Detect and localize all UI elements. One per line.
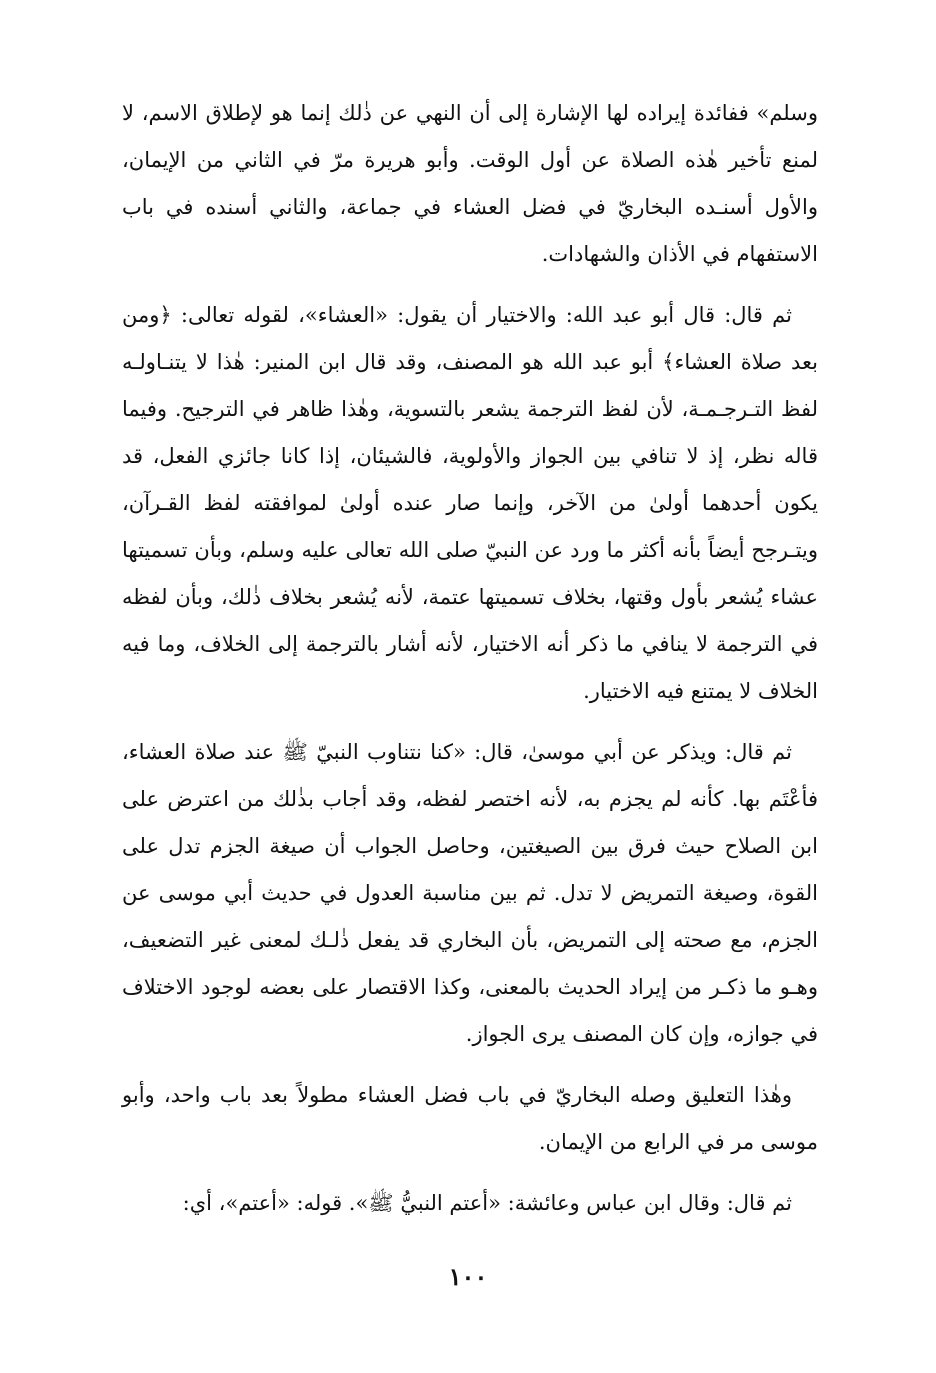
paragraph-1: وسلم» ففائدة إيراده لها الإشارة إلى أن النهي عن ذٰلك إنما هو لإطلاق الاسم، لا لمنع تأخير هٰذه الصلاة عن أول الوقت. وأبو هريرة مرّ في الثاني من الإيمان، والأول أسنـده البخاريّ في فضل العشاء في جماعة، والثاني أسنده في باب الاستفهام في الأذان والشهادات. <box>122 101 818 266</box>
paragraph-2: ثم قال: قال أبو عبد الله: والاختيار أن يقول: «العشاء»، لقوله تعالى: ﴿ومن بعد صلاة العشاء﴾ أبو عبد الله هو المصنف، وقد قال ابن المنير: هٰذا لا يتنـاولـه لفظ التـرجـمـة، لأن لفظ الترجمة يشعر بالتسوية، وهٰذا ظاهر في الترجيح. وفيما قاله نظر، إذ لا تنافي بين الجواز والأولوية، فالشيئان، إذا كانا جائزي الفعل، قد يكون أحدهما أولىٰ من الآخر، وإنما صار عنده أولىٰ لموافقته لفظ القـرآن، ويتـرجح أيضاً بأنه أكثر ما ورد عن النبيّ صلى الله تعالى عليه وسلم، وبأن تسميتها عشاء يُشعر بأول وقتها، بخلاف تسميتها عتمة، لأنه يُشعر بخلاف ذٰلك، وبأن لفظه في الترجمة لا ينافي ما ذكر أنه الاختيار، لأنه أشار بالترجمة إلى الخلاف، وما فيه الخلاف لا يمتنع فيه الاختيار. <box>122 303 818 703</box>
page-body <box>122 90 818 1227</box>
paragraph-3: ثم قال: ويذكر عن أبي موسىٰ، قال: «كنا نتناوب النبيّ ﷺ عند صلاة العشاء، فأعْتَم بها. كأنه لم يجزم به، لأنه اختصر لفظه، وقد أجاب بذٰلك من اعترض على ابن الصلاح حيث فرق بين الصيغتين، وحاصل الجواب أن صيغة الجزم تدل على القوة، وصيغة التمريض لا تدل. ثم بين مناسبة العدول في حديث أبي موسى عن الجزم، مع صحته إلى التمريض، بأن البخاري قد يفعل ذٰلـك لمعنى غير التضعيف، وهـو ما ذكـر من إيراد الحديث بالمعنى، وكذا الاقتصار على بعضه لوجود الاختلاف في جوازه، وإن كان المصنف يرى الجواز. <box>122 740 818 1046</box>
paragraph-4: وهٰذا التعليق وصله البخاريّ في باب فضل العشاء مطولاً بعد باب واحد، وأبو موسى مر في الرابع من الإيمان. <box>122 1083 818 1154</box>
page-number: ١٠٠ <box>448 1262 488 1291</box>
paragraph-5: ثم قال: وقال ابن عباس وعائشة: «أعتم النبيُّ ﷺ». قوله: «أعتم»، أي: <box>182 1191 792 1215</box>
